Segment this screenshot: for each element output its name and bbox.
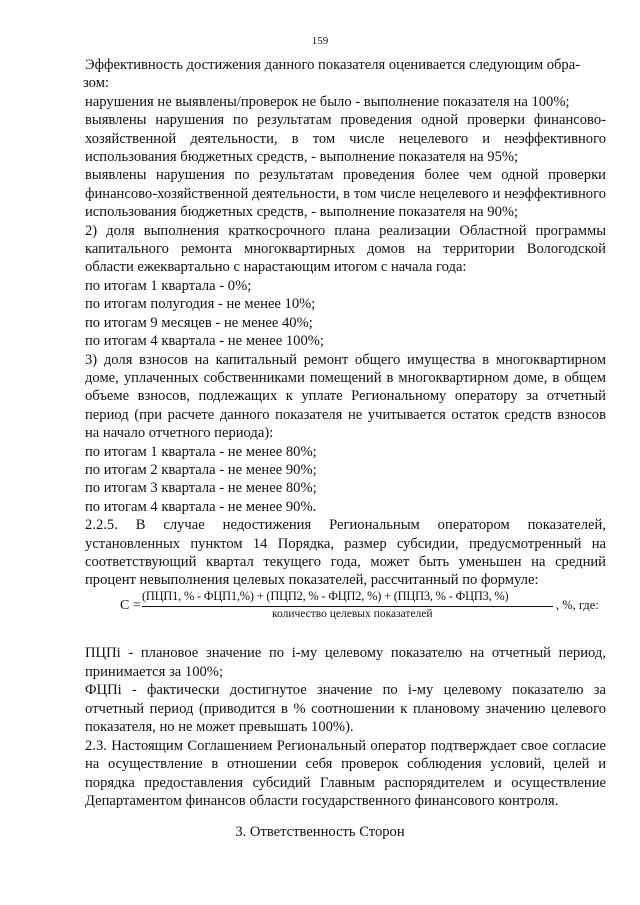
condition-3: выявлены нарушения по результатам проведения более чем одной проверки финансово-хозяйственной деятельности, в том числе нецелевого и неэффективного использования бюджетных средств, - выполнение показателя на 90%; <box>85 167 606 221</box>
clause-2-2-5: 2.2.5. В случае недостижения Региональным оператором показателей, установленных пунктом 14 Порядка, размер субсидии, предусмотренный на соответствующий квартал текущего года, может быть уменьшен на средний процент невыполнения целевых показателей, рассчитанный по формуле: <box>85 517 606 589</box>
formula-lhs: C = <box>120 598 141 613</box>
fraction-bar <box>142 606 553 607</box>
definition-pcp: ПЦПi - плановое значение по i-му целевому показателю на отчетный период, принимается за 100%; <box>85 645 606 680</box>
indicator-3-item: по итогам 4 квартала - не менее 90%. <box>85 498 317 515</box>
formula <box>120 589 610 629</box>
indicator-3-text: 3) доля взносов на капитальный ремонт общего имущества в многоквартирном доме, уплаченных собственниками помещений в многоквартирном доме, в общем объеме взносов, подлежащих к уплате Региональному оператору за отчетный период (при расчете данного показателя не учитывается остаток средств взносов на начало отчетного периода): <box>85 351 606 442</box>
indicator-2-item: по итогам полугодия - не менее 10%; <box>85 296 316 313</box>
page-number: 159 <box>311 35 329 47</box>
indicator-2-item: по итогам 1 квартала - 0%; <box>85 277 252 294</box>
indicator-2-text: 2) доля выполнения краткосрочного плана реализации Областной программы капитального ремонта многоквартирных домов на территории Вологодской области ежеквартально с нарастающим итогом с начала года: <box>85 222 606 276</box>
formula-numerator: (ПЦП1, % - ФЦП1,%) + (ПЦП2, % - ФЦП2, %) + (ПЦП3, % - ФЦП3, %) <box>142 589 509 603</box>
body-text-upper <box>85 56 606 590</box>
definition-fcp: ФЦПi - фактически достигнутое значение по i-му целевому показателю за отчетный период (приводится в % соотношении к плановому значению целевого показателя, но не может превышать 100%). <box>85 682 606 735</box>
indicator-2-item: по итогам 4 квартала - не менее 100%; <box>85 333 324 350</box>
indicator-3-item: по итогам 3 квартала - не менее 80%; <box>85 480 317 497</box>
condition-1: нарушения не выявлены/проверок не было - выполнение показателя на 100%; <box>85 93 570 110</box>
condition-2: выявлены нарушения по результатам проведения одной проверки финансово-хозяйственной деятельности, в том числе нецелевого и неэффективного использования бюджетных средств, - выполнение показателя на 95%; <box>85 112 606 166</box>
formula-denominator: количество целевых показателей <box>272 608 433 620</box>
intro-line-1: Эффективность достижения данного показателя оценивается следующим обра- <box>85 57 581 73</box>
body-text-lower <box>85 644 606 811</box>
indicator-2-item: по итогам 9 месяцев - не менее 40%; <box>85 314 313 331</box>
intro-line-2: зом: <box>83 75 109 92</box>
formula-tail: , %, где: <box>556 598 599 612</box>
section-heading: 3. Ответственность Сторон <box>235 824 405 840</box>
clause-2-3: 2.3. Настоящим Соглашением Региональный оператор подтверждает свое согласие на осуществление в отношении себя проверок соблюдения условий, целей и порядка предоставления субсидий Главным распорядителем и осуществление Департаментом финансов области государственного финансового контроля. <box>85 737 606 809</box>
indicator-3-item: по итогам 1 квартала - не менее 80%; <box>85 443 317 460</box>
indicator-3-item: по итогам 2 квартала - не менее 90%; <box>85 461 317 478</box>
